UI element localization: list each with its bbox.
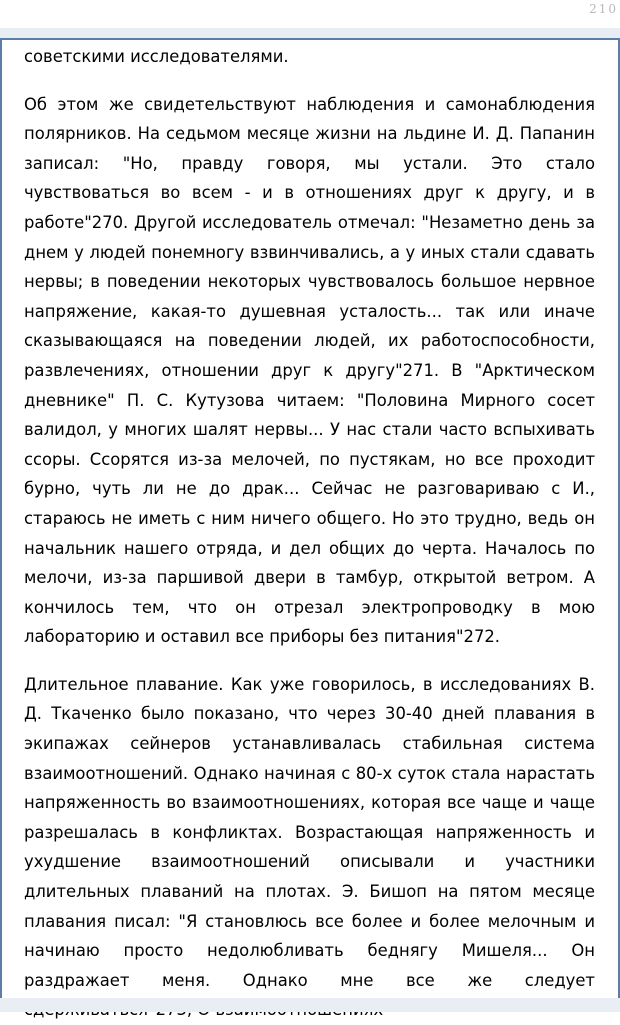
- paragraph-3: Длительное плавание. Как уже говорилось, в исследованиях В. Д. Ткаченко было показано, что через 30-40 дней плавания в экипажах сейнеров устанавливалась стабильная система взаимоотношений. Однако начиная с 80-х суток стала нарастать напряженность во взаимоотношениях, которая все чаще и чаще разрешалась в конфликтах. Возрастающая напряженность и ухудшение взаимоотношений описывали и участники длительных плаваний на плотах. Э. Бишоп на пятом месяце плавания писал: "Я становлюсь все более и более мелочным и начинаю просто недолюбливать беднягу Мишеля... Он раздражает меня. Однако мне все же следует: [24, 674, 595, 990]
- paragraph-1: советскими исследователями.: [24, 47, 289, 66]
- bottom-border-band: [0, 998, 620, 1012]
- page-body: [24, 42, 595, 1025]
- paragraph-2: Об этом же свидетельствуют наблюдения и самонаблюдения полярников. На седьмом месяце жизни на льдине И. Д. Папанин записал: "Но, правду говоря, мы устали. Это стало чувствоваться во всем - и в отношениях друг к другу, и в работе"270. Другой исследователь отмечал: "Незаметно день за днем у людей понемногу взвинчивались, а у иных стали сдавать нервы; в поведении некоторых чувствовалось большое нервное напряжение, какая-то душевная усталость... так или иначе сказывающаяся на поведении людей, их работоспособности, развлечениях, отношении друг к другу"271. В "Арктическом дневнике" П. С. Кутузова читаем: "Половина Мирного сосет валидол, у многих шалят нервы... У нас стали часто вспыхивать ссоры. Ссорятся из-за мелочей, по пустякам, но все проходит бурно, чуть ли не до драк... Сейчас не разговариваю с И., стараюсь не иметь с ним ничего общего. Но это трудно, ведь он начальник нашего отряда, и дел общих до черта. Началось по мелочи, из-за паршивой двери в тамбур, открытой ветром. А кончилось тем, что он отрезал электропроводку в мою лабораторию и оставил все приборы без питания"272.: [24, 94, 595, 647]
- page-header: [0, 0, 620, 30]
- page-number: 210: [589, 2, 618, 16]
